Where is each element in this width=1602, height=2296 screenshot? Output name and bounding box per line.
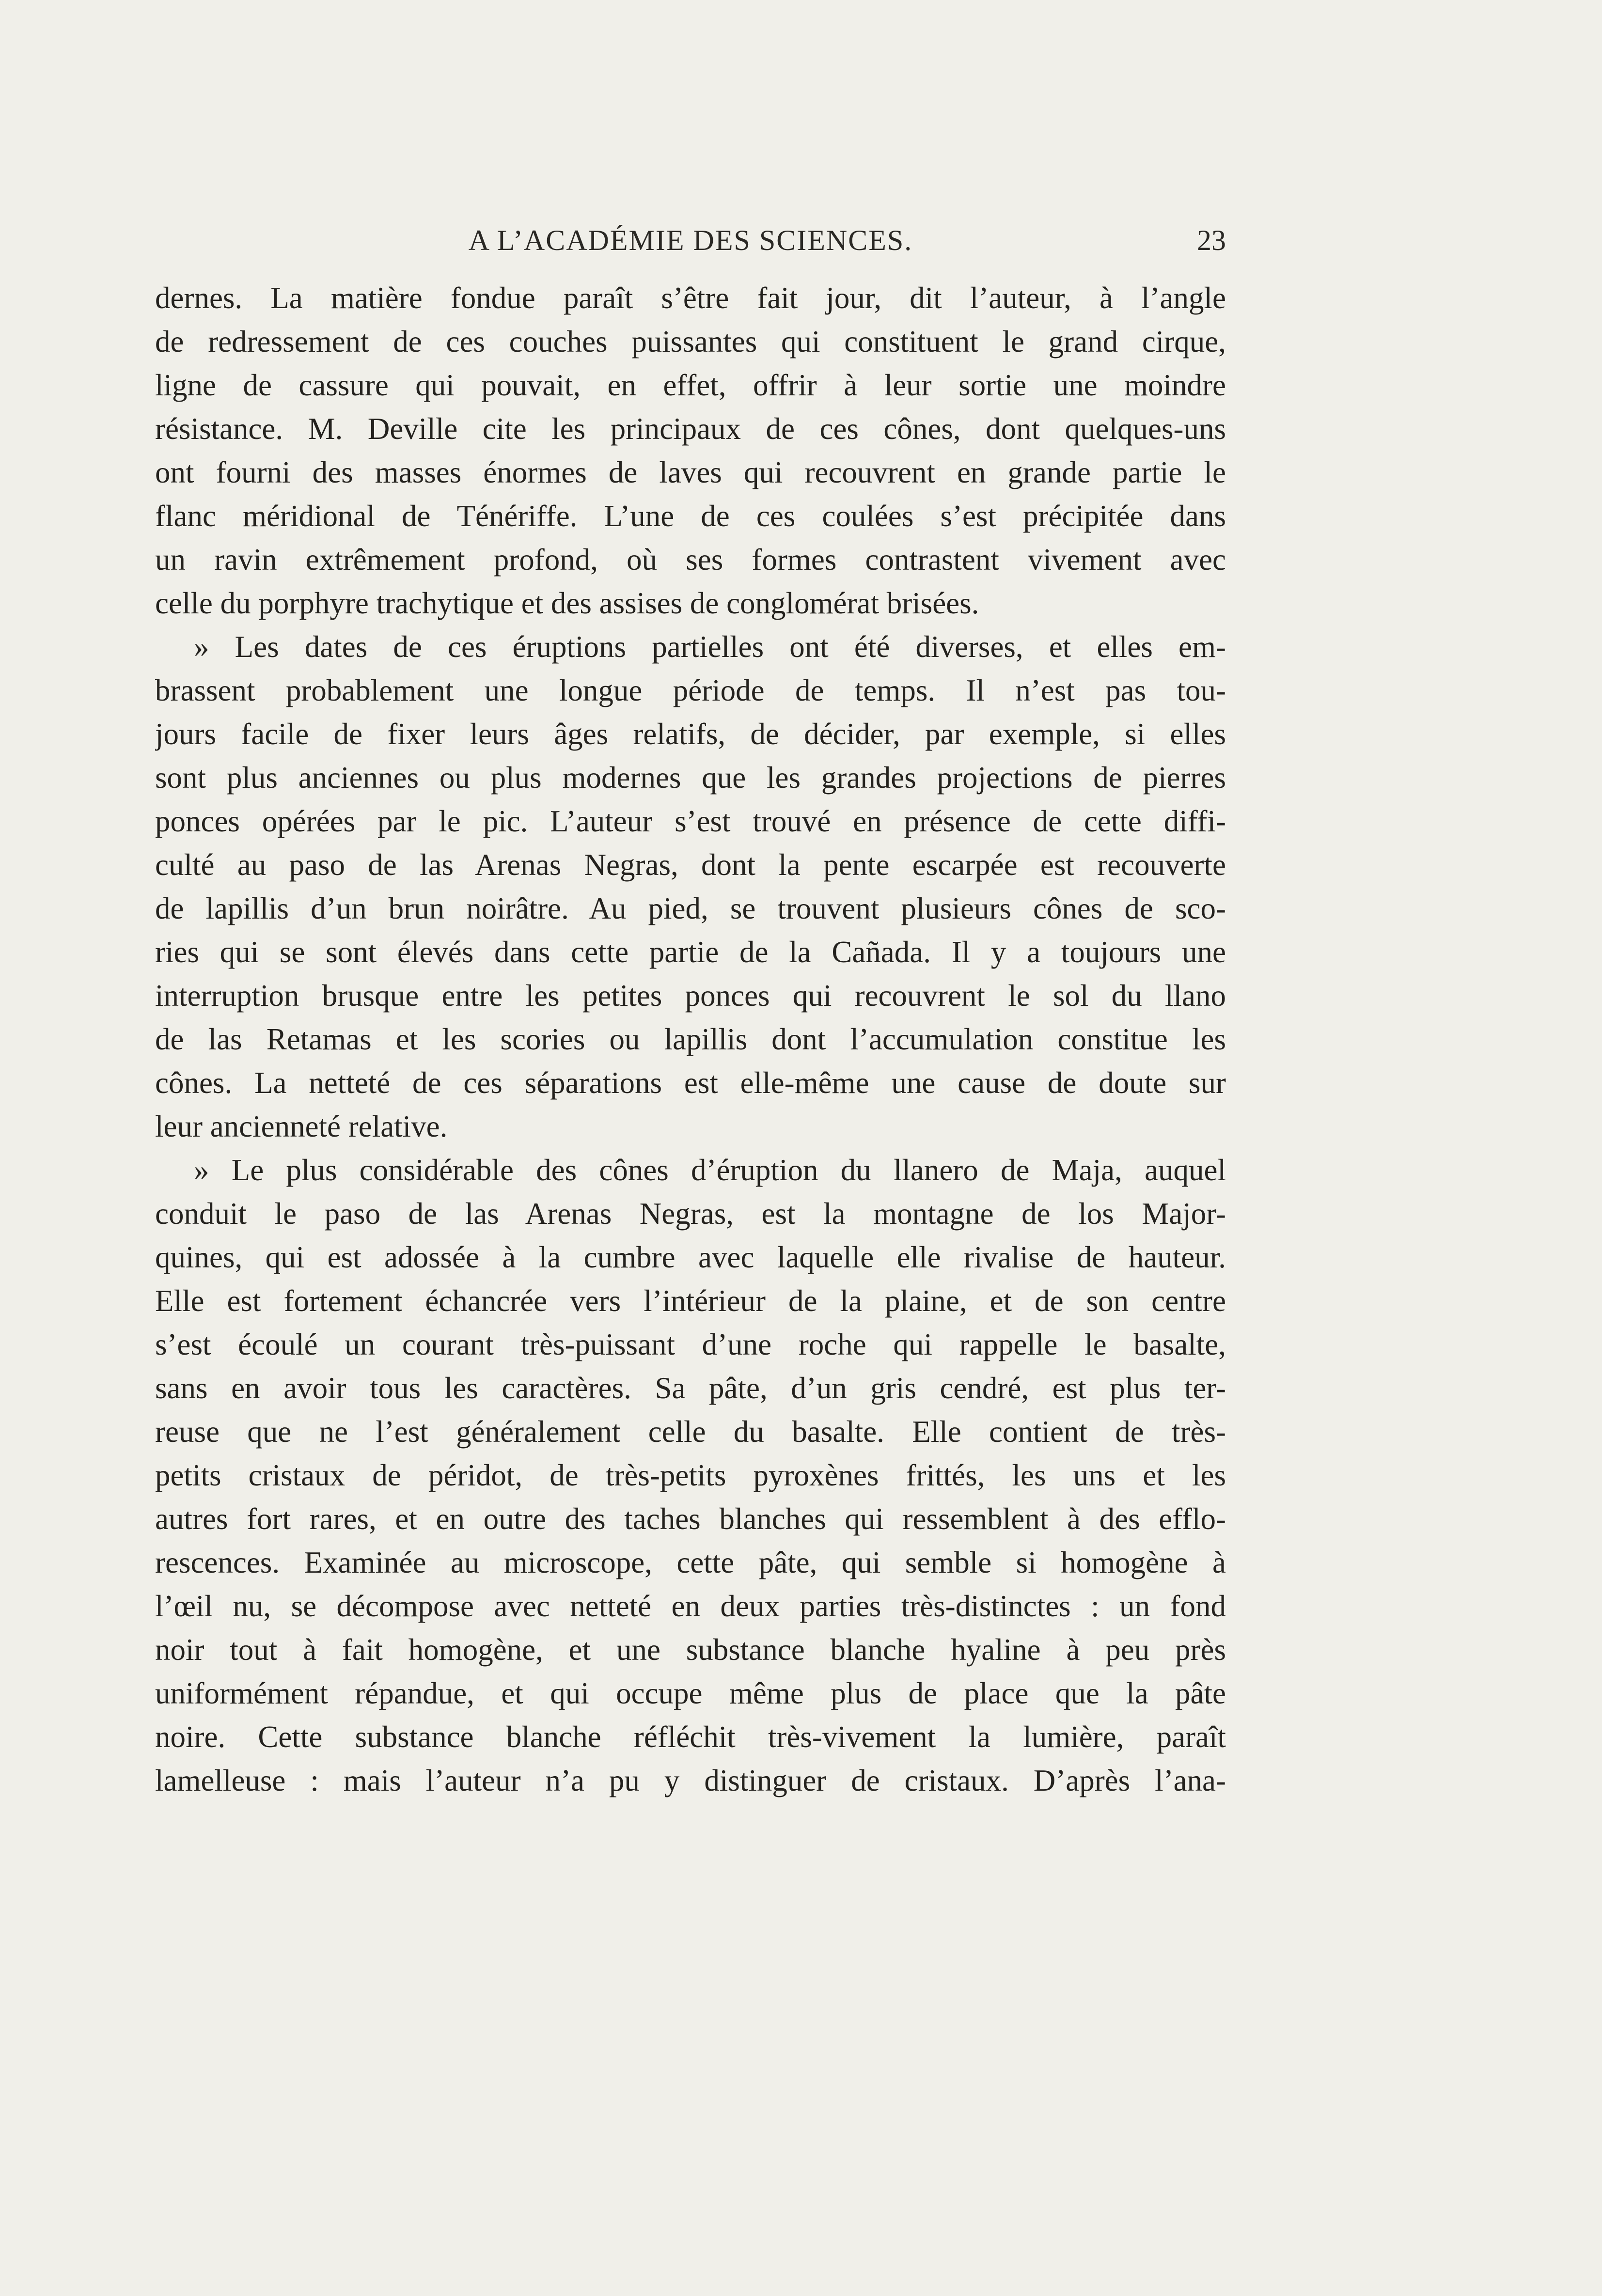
text-line: dernes. La matière fondue paraît s’être fait jour, dit l’auteur, à l’angle xyxy=(155,281,1226,315)
text-line: de redressement de ces couches puissantes qui constituent le grand cirque, xyxy=(155,325,1226,359)
text-line: leur ancienneté relative. xyxy=(155,1109,448,1143)
text-line: brassent probablement une longue période de temps. Il n’est pas tou- xyxy=(155,673,1226,707)
running-head xyxy=(155,224,1226,263)
text-line: noir tout à fait homogène, et une substance blanche hyaline à peu près xyxy=(155,1633,1226,1667)
text-line: flanc méridional de Ténériffe. L’une de ces coulées s’est précipitée dans xyxy=(155,499,1226,533)
text-line: cônes. La netteté de ces séparations est elle-même une cause de doute sur xyxy=(155,1066,1226,1100)
text-line: culté au paso de las Arenas Negras, dont la pente escarpée est recouverte xyxy=(155,848,1226,882)
text-line: s’est écoulé un courant très-puissant d’une roche qui rappelle le basalte, xyxy=(155,1328,1226,1361)
text-line: résistance. M. Deville cite les principaux de ces cônes, dont quelques-uns xyxy=(155,412,1226,446)
text-line: interruption brusque entre les petites ponces qui recouvrent le sol du llano xyxy=(155,979,1226,1013)
text-line: jours facile de fixer leurs âges relatifs, de décider, par exemple, si elles xyxy=(155,717,1226,751)
text-line: ponces opérées par le pic. L’auteur s’est trouvé en présence de cette diffi- xyxy=(155,804,1226,838)
text-line: Elle est fortement échancrée vers l’intérieur de la plaine, et de son centre xyxy=(155,1284,1226,1318)
text-line: lamelleuse : mais l’auteur n’a pu y distinguer de cristaux. D’après l’ana- xyxy=(155,1764,1226,1797)
text-line: rescences. Examinée au microscope, cette pâte, qui semble si homogène à xyxy=(155,1546,1226,1579)
text-line: noire. Cette substance blanche réfléchit très-vivement la lumière, paraît xyxy=(155,1720,1226,1754)
text-line: sans en avoir tous les caractères. Sa pâte, d’un gris cendré, est plus ter- xyxy=(155,1371,1226,1405)
text-line: sont plus anciennes ou plus modernes que les grandes projections de pierres xyxy=(155,761,1226,795)
text-line: conduit le paso de las Arenas Negras, est la montagne de los Major- xyxy=(155,1197,1226,1231)
page-number: 23 xyxy=(1197,224,1226,256)
text-line: ries qui se sont élevés dans cette partie de la Cañada. Il y a toujours une xyxy=(155,935,1226,969)
text-line: uniformément répandue, et qui occupe même plus de place que la pâte xyxy=(155,1676,1226,1710)
text-line: celle du porphyre trachytique et des assises de conglomérat brisées. xyxy=(155,586,979,620)
text-line: quines, qui est adossée à la cumbre avec laquelle elle rivalise de hauteur. xyxy=(155,1240,1226,1274)
text-line: autres fort rares, et en outre des taches blanches qui ressemblent à des efflo- xyxy=(155,1502,1226,1536)
text-line: ont fourni des masses énormes de laves qui recouvrent en grande partie le xyxy=(155,455,1226,489)
text-line: reuse que ne l’est généralement celle du basalte. Elle contient de très- xyxy=(155,1415,1226,1449)
text-line: de lapillis d’un brun noirâtre. Au pied, se trouvent plusieurs cônes de sco- xyxy=(155,891,1226,925)
text-line: l’œil nu, se décompose avec netteté en deux parties très-distinctes : un fond xyxy=(155,1589,1226,1623)
text-line: de las Retamas et les scories ou lapillis dont l’accumulation constitue les xyxy=(155,1022,1226,1056)
running-title: A L’ACADÉMIE DES SCIENCES. xyxy=(468,224,913,256)
text-line: petits cristaux de péridot, de très-petits pyroxènes frittés, les uns et les xyxy=(155,1458,1226,1492)
text-line: » Les dates de ces éruptions partielles ont été diverses, et elles em- xyxy=(194,630,1226,664)
text-line: ligne de cassure qui pouvait, en effet, offrir à leur sortie une moindre xyxy=(155,368,1226,402)
body-text xyxy=(155,276,1226,1802)
text-line: un ravin extrêmement profond, où ses formes contrastent vivement avec xyxy=(155,543,1226,577)
text-line: » Le plus considérable des cônes d’éruption du llanero de Maja, auquel xyxy=(194,1153,1226,1187)
